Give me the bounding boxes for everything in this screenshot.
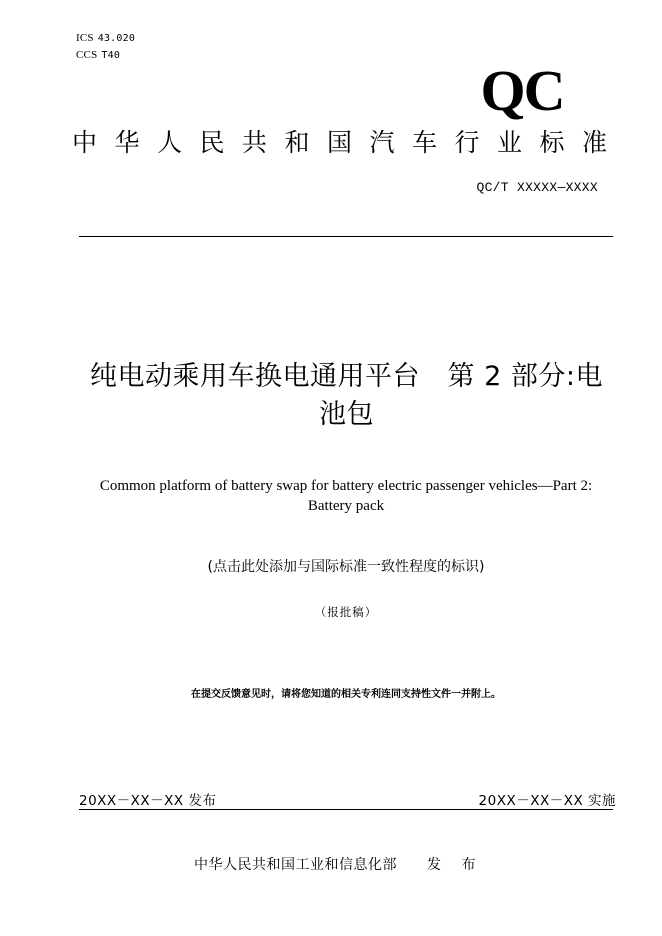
issue-action: 发 布 (427, 857, 484, 873)
ics-label: ICS (76, 32, 94, 44)
title-cn-line-1: 纯电动乘用车换电通用平台 第 2 部分:电 (90, 361, 603, 392)
ccs-code (76, 49, 120, 61)
ics-value: 43.020 (97, 33, 136, 44)
footer-divider (79, 809, 613, 810)
issuer-name: 中华人民共和国工业和信息化部 (194, 857, 397, 873)
header-divider (79, 236, 613, 237)
publish-date: 20XX－XX－XX 发布 (79, 793, 217, 809)
standard-number: QC/T XXXXX—XXXX (476, 180, 598, 195)
document-title-en (76, 476, 616, 516)
title-cn-line-2: 池包 (319, 399, 374, 430)
title-en-line-2: Battery pack (307, 498, 385, 514)
standard-title: 中华人民共和国汽车行业标准 (72, 128, 625, 157)
document-title-cn (74, 358, 619, 434)
issuer-line (194, 854, 483, 874)
ccs-value: T40 (101, 50, 121, 61)
ccs-label: CCS (76, 49, 98, 61)
consistency-placeholder[interactable]: (点击此处添加与国际标准一致性程度的标识) (207, 559, 485, 575)
implement-date: 20XX－XX－XX 实施 (478, 793, 616, 809)
draft-status: （报批稿） (314, 605, 378, 619)
title-en-line-1: Common platform of battery swap for battery electric passenger vehicles—Part 2: (99, 478, 593, 494)
ics-code (76, 32, 135, 44)
patent-notice: 在提交反馈意见时，请将您知道的相关专利连同支持性文件一并附上。 (191, 689, 501, 700)
qc-logo: QC (480, 58, 564, 123)
